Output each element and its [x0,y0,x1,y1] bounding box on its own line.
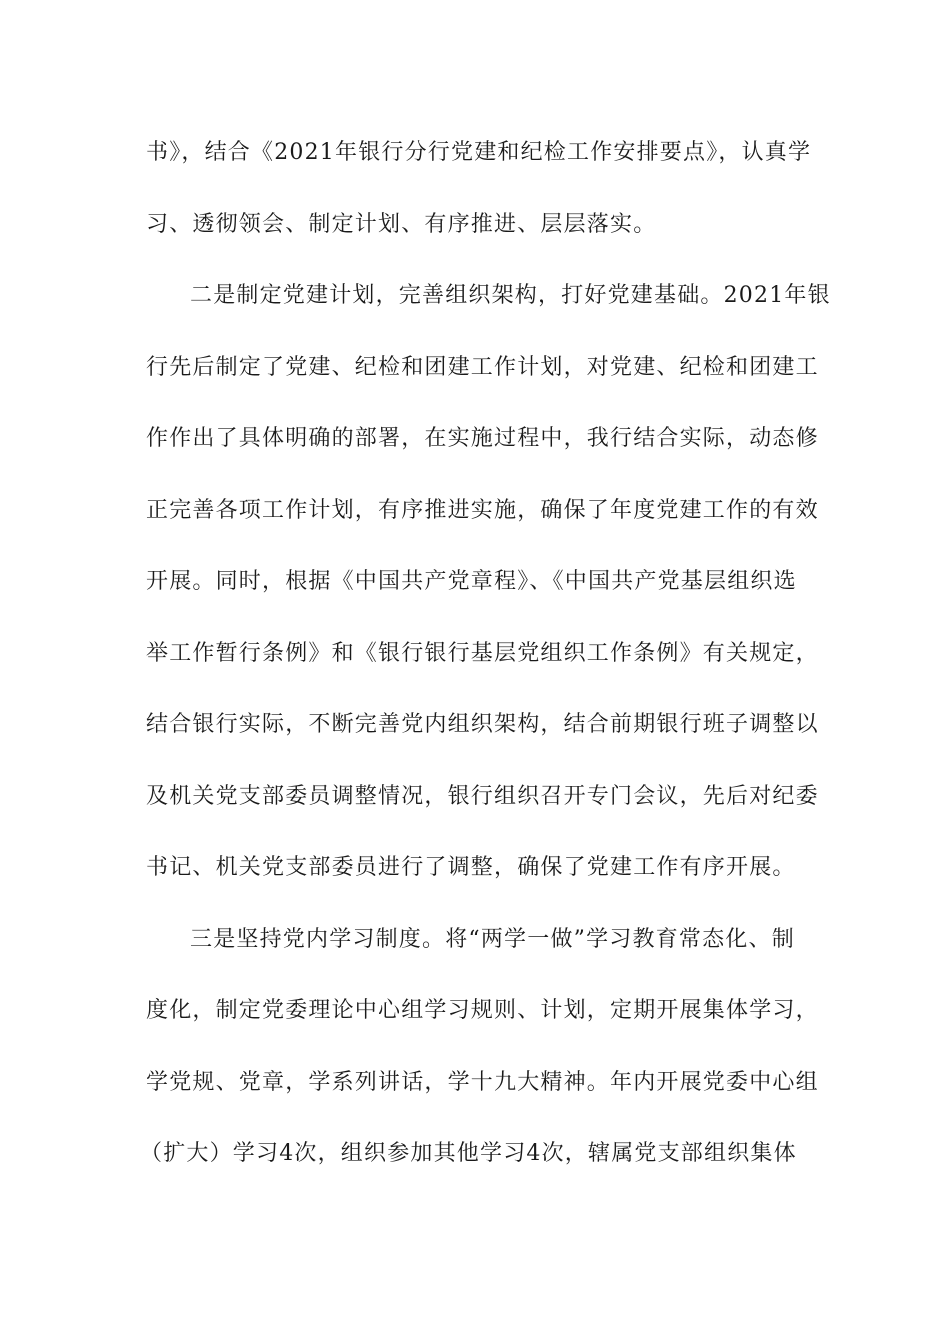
text-line: 及机关党支部委员调整情况，银行组织召开专门会议，先后对纪委 [146,784,819,809]
text-line: 正完善各项工作计划，有序推进实施，确保了年度党建工作的有效 [146,498,819,523]
text-line: 书》，结合《2021年银行分行党建和纪检工作安排要点》，认真学 [146,140,812,165]
text-line: 举工作暂行条例》和《银行银行基层党组织工作条例》有关规定， [146,641,819,666]
text-line: （扩大）学习4次，组织参加其他学习4次，辖属党支部组织集体 [140,1141,797,1166]
text-line: 书记、机关党支部委员进行了调整，确保了党建工作有序开展。 [146,855,796,880]
text-line: 习、透彻领会、制定计划、有序推进、层层落实。 [146,212,657,237]
paragraph-start-line: 三是坚持党内学习制度。将“两学一做”学习教育常态化、制 [190,927,795,952]
text-line: 作作出了具体明确的部署，在实施过程中，我行结合实际，动态修 [146,426,819,451]
text-line: 行先后制定了党建、纪检和团建工作计划，对党建、纪检和团建工 [146,355,819,380]
text-line: 开展。同时，根据《中国共产党章程》、《中国共产党基层组织选 [146,569,797,594]
text-line: 学党规、党章，学系列讲话，学十九大精神。年内开展党委中心组 [146,1070,819,1095]
text-line: 结合银行实际，不断完善党内组织架构，结合前期银行班子调整以 [146,712,819,737]
paragraph-start-line: 二是制定党建计划，完善组织架构，打好党建基础。2021年银 [190,283,831,308]
text-line: 度化，制定党委理论中心组学习规则、计划，定期开展集体学习， [146,998,819,1023]
